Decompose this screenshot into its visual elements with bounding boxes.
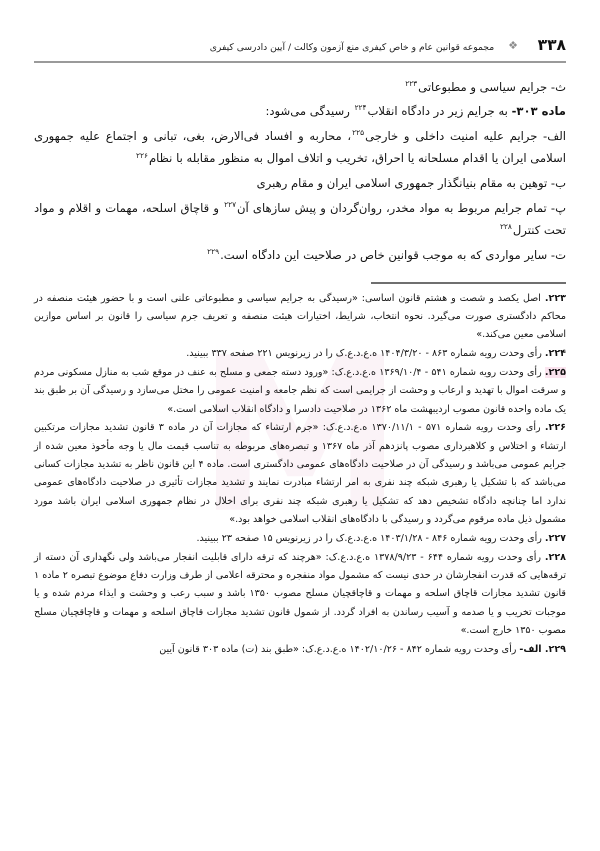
section-heading	[34, 76, 566, 99]
footnote-marker-226: ۲۲۶	[136, 150, 148, 160]
footnote-list	[34, 290, 566, 660]
clause-alef-part1: الف- جرایم علیه امنیت داخلی و خارجی	[365, 128, 566, 143]
footnote-223-text: اصل یکصد و شصت و هشتم قانون اساسی: «رسیدگی به جرایم سیاسی و مطبوعاتی علنی است و با حضور هیئت منصفه در محاکم دادگستری صورت می‌گیرد. نحوه انتخاب، شرایط، اختیارات هیئت منصفه و تعریف جرم سیاسی را قانون بر اساس موازین اسلامی معین می‌کند.»	[34, 292, 566, 341]
footnote-229-text: رأی وحدت رویه شماره ۸۴۲ - ۱۴۰۲/۱۰/۲۶ ه.ع.د.ع.ک: «طبق بند (ت) ماده ۳۰۳ قانون آیین	[159, 643, 520, 655]
footnote-223	[34, 290, 566, 345]
running-header	[34, 0, 566, 58]
footnote-marker-228: ۲۲۸	[499, 222, 512, 232]
footnote-225-text: رأی وحدت رویه شماره ۵۴۱ - ۱۳۶۹/۱۰/۴ ه.ع.د.ع.ک: «ورود دسته جمعی و مسلح به عنف در موقع شب به منازل مسکونی مردم و سرقت اموال با تهدید و ارعاب و وحشت از جرایمی است که نظم جامعه و امنیت عمومی را مختل می‌سازد و رسیدگی آن بر طبق بند یک ماده واحده قانون مصوب اردیبهشت ماه ۱۳۶۲ در صلاحیت دادسرا و دادگاه انقلاب اسلامی است.»	[34, 366, 566, 415]
footnote-224-number: ۲۲۴.	[544, 348, 566, 360]
clause-pe-part2: و قاچاق اسلحه، مهمات و اقلام و مواد تحت کنترل	[34, 200, 566, 238]
footnote-marker-224: ۲۲۴	[354, 103, 367, 113]
footnote-227-number: ۲۲۷.	[544, 532, 566, 544]
footnote-227	[34, 530, 566, 548]
footnote-227-text: رأی وحدت رویه شماره ۸۴۶ - ۱۴۰۳/۱/۲۸ ه.ع.د.ع.ک را در زیرنویس ۱۵ صفحه ۲۳ ببینید.	[196, 532, 545, 544]
footnote-223-number: ۲۲۳.	[544, 292, 566, 304]
footnote-marker-227: ۲۲۷	[224, 199, 237, 209]
article-303-heading	[34, 100, 566, 123]
clause-alef	[34, 125, 566, 170]
clause-be	[34, 172, 566, 195]
clause-alef-part2: ، محاربه و افساد فی‌الارض، بغی، تبانی و اجتماع علیه جمهوری اسلامی ایران یا اقدام مسلحانه یا احراق، تخریب و اتلاف اموال به منظور مقابله با نظام	[34, 128, 566, 166]
footnote-224-text: رأی وحدت رویه شماره ۸۶۳ - ۱۴۰۴/۳/۲۰ ه.ع.د.ع.ک را در زیرنویس ۲۲۱ صفحه ۳۳۷ ببینید.	[186, 348, 545, 360]
footnote-229	[34, 641, 566, 659]
section-heading-text: ث- جرایم سیاسی و مطبوعاتی	[418, 79, 566, 94]
footnote-228	[34, 549, 566, 641]
article-text-after: رسیدگی می‌شود:	[265, 104, 354, 119]
article-text-before: به جرایم زیر در دادگاه انقلاب	[367, 104, 512, 119]
footnote-228-text: رأی وحدت رویه شماره ۶۴۴ - ۱۳۷۸/۹/۲۳ ه.ع.د.ع.ک: «هرچند که ترقه دارای قابلیت انفجار می‌باشد ولی نگهداری آن دسته از ترقه‌هایی که قدرت انفجارشان در حدی نیست که مشمول مواد منفجره و محترقه اعلامی از طرف وزارت دفاع موضوع تبصره ۲ ماده ۱ قانون تشدید مجازات قاچاق اسلحه و مهمات و قاچاقچیان مسلح مصوب ۱۳۵۰ باشد و سبب رعب و وحشت و ایذاء مردم شده و یا موجبات تخریب و یا صدمه و آسیب رساندن به افراد گردد. از شمول قانون تشدید مجازات قاچاق اسلحه و مهمات و قاچاقچیان مسلح مصوب ۱۳۵۰ خارج است.»	[34, 551, 566, 637]
header-title: مجموعه قوانین عام و خاص کیفری منع آزمون وکالت / آیین دادرسی کیفری	[209, 42, 495, 53]
footnote-226-number: ۲۲۶.	[544, 422, 566, 434]
article-label: ماده ۳۰۳-	[511, 104, 566, 119]
clause-pe	[34, 197, 566, 242]
clause-be-text: ب- توهین به مقام بنیانگذار جمهوری اسلامی ایران و مقام رهبری	[256, 175, 566, 190]
footnote-225-number: ۲۲۵.	[544, 366, 566, 378]
footnote-229-number: ۲۲۹. الف-	[519, 643, 566, 655]
footnote-divider	[371, 282, 566, 283]
footnote-marker-229: ۲۲۹	[207, 246, 220, 256]
footnote-marker-223: ۲۲۳	[405, 78, 418, 88]
clause-te	[34, 244, 566, 267]
page-number: ۳۳۸	[537, 36, 566, 54]
footnote-224	[34, 345, 566, 363]
footnote-marker-225: ۲۲۵	[352, 127, 365, 137]
footnote-228-number: ۲۲۸.	[544, 551, 566, 563]
footnote-226-text: رأی وحدت رویه شماره ۵۷۱ - ۱۳۷۰/۱۱/۱ ه.ع.د.ع.ک: «جرم ارتشاء که مجازات آن در ماده ۳ قانون تشدید مجازات مرتکبین ارتشاء و اختلاس و کلاهبرداری مصوب پانزدهم آذر ماه ۱۳۶۷ و تبصره‌های مربوطه به تناسب قیمت مال یا وجه مأخوذ معین شده از جرایم عمومی می‌باشد و رسیدگی آن در صلاحیت دادگاه‌های عمومی دادگستری است. ماده ۴ این قانون ناظر به تشدید مجازات کسانی می‌باشد که با تشکیل یا رهبری شبکه چند نفری به امر ارتشاء مبادرت نمایند و تشدید مجازات تأثیری در صلاحیت دادگاه‌های عمومی ندارد اما چنانچه دادگاه تشخیص دهد که تشکیل یا رهبری شبکه چند نفری برای اخلال در نظام جمهوری اسلامی ایران باشد مورد مشمول ذیل ماده مرقوم می‌گردد و رسیدگی با دادگاه‌های انقلاب اسلامی خواهد بود.»	[34, 422, 566, 526]
article-body	[34, 63, 566, 267]
clause-te-text: ت- سایر مواردی که به موجب قوانین خاص در صلاحیت این دادگاه است.	[220, 247, 566, 262]
diamond-ornament-icon: ❖	[508, 39, 518, 52]
footnote-226	[34, 419, 566, 529]
footnote-225	[34, 364, 566, 419]
clause-pe-part1: پ- تمام جرایم مربوط به مواد مخدر، روان‌گردان و پیش سازهای آن	[237, 200, 566, 215]
